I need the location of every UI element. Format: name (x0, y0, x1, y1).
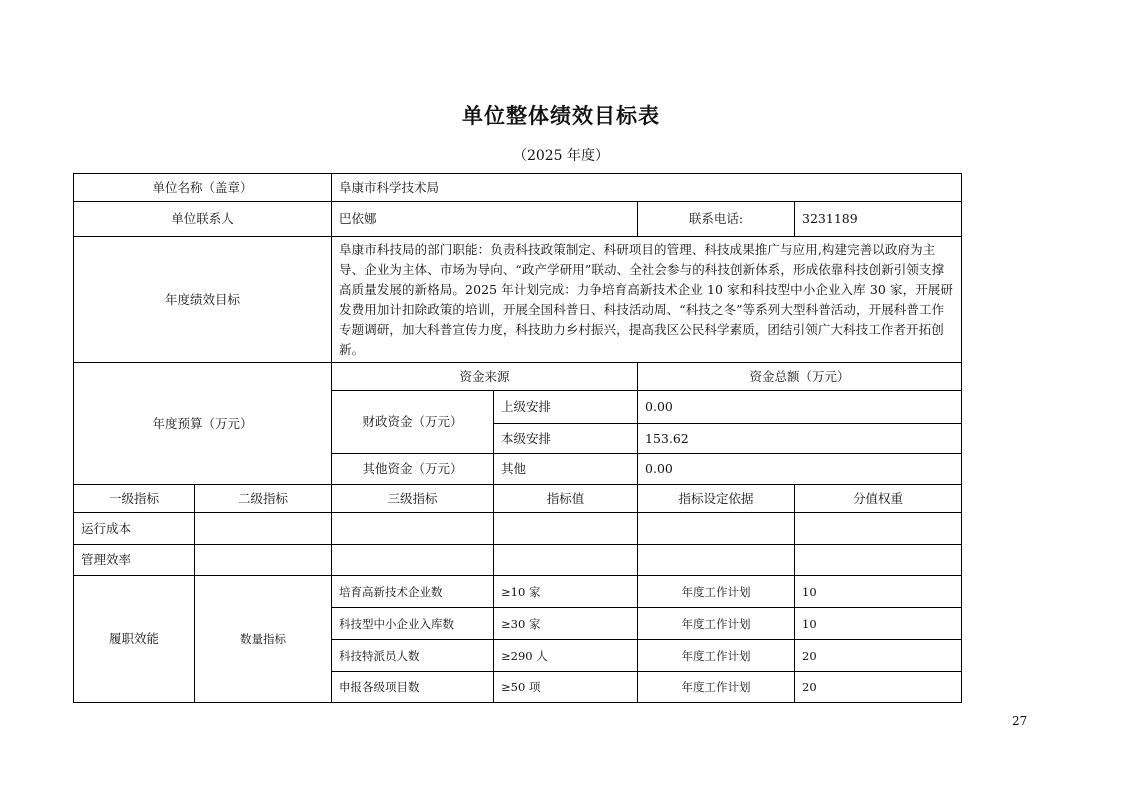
goal-row (74, 237, 962, 363)
indicator-basis: 年度工作计划 (638, 672, 795, 703)
local-allocation-value: 153.62 (638, 424, 962, 454)
header-level3: 三级指标 (332, 485, 494, 513)
header-level2: 二级指标 (195, 485, 332, 513)
indicator-weight: 20 (795, 672, 962, 703)
indicator-weight: 10 (795, 608, 962, 640)
header-level1: 一级指标 (74, 485, 195, 513)
other-fund-sub-label: 其他 (494, 454, 638, 485)
page-number: 27 (1012, 714, 1028, 728)
other-fund-label: 其他资金（万元） (332, 454, 494, 485)
year-subtitle: （2025 年度） (512, 148, 610, 164)
fund-total-header: 资金总额（万元） (638, 363, 962, 391)
table-row (74, 513, 962, 545)
goal-text: 阜康市科技局的部门职能：负责科技政策制定、科研项目的管理、科技成果推广与应用,构建完善以政府为主导、企业为主体、市场为导向、“政产学研用”联动、全社会参与的科技创新体系，形成依靠科技创新引领支撑高质量发展的新格局。2025 年计划完成：力争培育高新技术企业 10 家和科技型中小企业入库 30 家，开展研发费用加计扣除政策的培训，开展全国科普日、科技活动周、“科技之冬”等系列大型科普活动，开展科普工作专题调研，加大科普宣传力度，科技助力乡村振兴，提高我区公民科学素质，团结引领广大科技工作者开拓创新。 (332, 237, 962, 363)
table-row (74, 545, 962, 576)
indicator-value: ≥290 人 (494, 640, 638, 672)
indicator-name: 科技特派员人数 (332, 640, 494, 672)
indicator-name: 科技型中小企业入库数 (332, 608, 494, 640)
upper-allocation-value: 0.00 (638, 391, 962, 424)
performance-label: 履职效能 (74, 576, 195, 703)
cost-label: 运行成本 (74, 513, 195, 545)
quantity-label: 数量指标 (195, 576, 332, 703)
indicator-value: ≥50 项 (494, 672, 638, 703)
phone-label: 联系电话: (638, 202, 795, 237)
contact-value: 巴依娜 (332, 202, 638, 237)
upper-allocation-label: 上级安排 (494, 391, 638, 424)
indicator-header-row (74, 485, 962, 513)
header-basis: 指标设定依据 (638, 485, 795, 513)
page-title: 单位整体绩效目标表 (462, 103, 660, 128)
fund-source-header: 资金来源 (332, 363, 638, 391)
fiscal-fund-label: 财政资金（万元） (332, 391, 494, 454)
other-fund-value: 0.00 (638, 454, 962, 485)
header-weight: 分值权重 (795, 485, 962, 513)
performance-target-table (73, 173, 962, 703)
efficiency-label: 管理效率 (74, 545, 195, 576)
unit-name-label: 单位名称（盖章） (74, 174, 332, 202)
unit-name-row (74, 174, 962, 202)
contact-label: 单位联系人 (74, 202, 332, 237)
indicator-name: 培育高新技术企业数 (332, 576, 494, 608)
phone-value: 3231189 (795, 202, 962, 237)
budget-label: 年度预算（万元） (74, 363, 332, 485)
indicator-basis: 年度工作计划 (638, 608, 795, 640)
budget-header-row (74, 363, 962, 391)
indicator-weight: 10 (795, 576, 962, 608)
indicator-value: ≥30 家 (494, 608, 638, 640)
table-row (74, 576, 962, 608)
indicator-name: 申报各级项目数 (332, 672, 494, 703)
goal-label: 年度绩效目标 (74, 237, 332, 363)
indicator-weight: 20 (795, 640, 962, 672)
local-allocation-label: 本级安排 (494, 424, 638, 454)
indicator-value: ≥10 家 (494, 576, 638, 608)
unit-name-value: 阜康市科学技术局 (332, 174, 962, 202)
contact-row (74, 202, 962, 237)
indicator-basis: 年度工作计划 (638, 576, 795, 608)
header-value: 指标值 (494, 485, 638, 513)
indicator-basis: 年度工作计划 (638, 640, 795, 672)
